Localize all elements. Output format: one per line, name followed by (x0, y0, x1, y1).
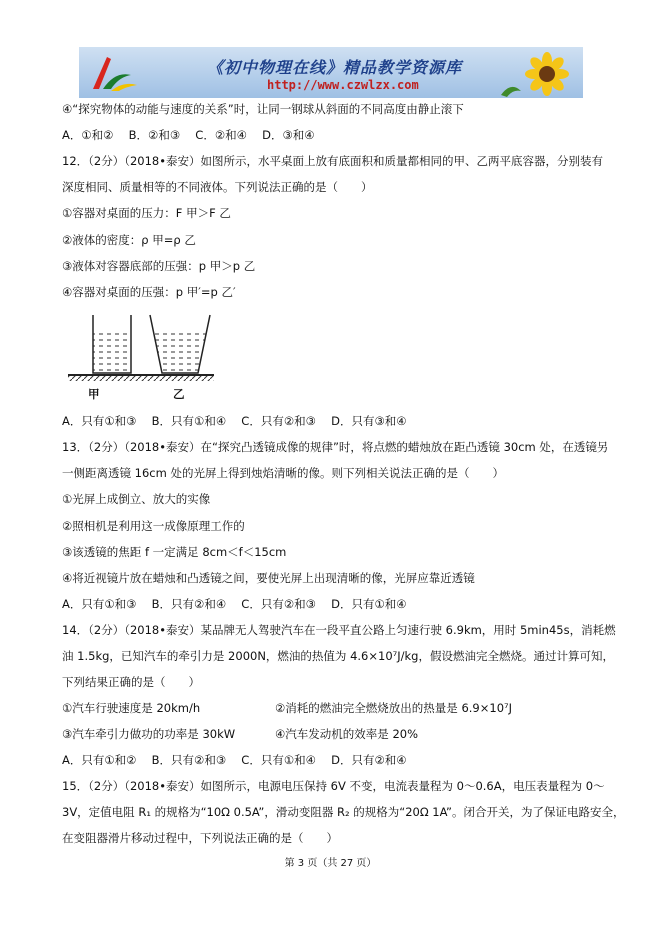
sunflower-icon (499, 51, 579, 97)
text-line: ①容器对桌面的压力：F 甲＞F 乙 (62, 206, 231, 220)
text-line: ①汽车行驶速度是 20km/h (62, 701, 201, 715)
text-line: ④“探究物体的动能与速度的关系”时，让同一钢球从斜面的不同高度由静止滚下 (62, 102, 464, 116)
text-line: 3V，定值电阻 R₁ 的规格为“10Ω 0.5A”，滑动变阻器 R₂ 的规格为“20Ω 1A”。闭合开关，为了保证电路安全， (62, 805, 625, 819)
text-line: ③液体对容器底部的压强：p 甲＞p 乙 (62, 259, 256, 273)
logo-icon (85, 51, 139, 94)
question-12: 12．（2分）（2018•泰安）如图所示，水平桌面上放有底面积和质量都相同的甲、乙两平底容器，分别装有 (62, 154, 603, 168)
text-line: 在变阻器滑片移动过程中，下列说法正确的是（ ） (62, 831, 338, 845)
text-line: ①光屏上成倒立、放大的实像 (62, 492, 211, 506)
text-line: ③该透镜的焦距 f 一定满足 8cm＜f＜15cm (62, 545, 287, 559)
banner-url[interactable]: http://www.czwlzx.com (267, 78, 419, 92)
options-line: A．只有①和③ B．只有①和④ C．只有②和③ D．只有③和④ (62, 414, 407, 428)
question-13: 13．（2分）（2018•泰安）在“探究凸透镜成像的规律”时，将点燃的蜡烛放在距凸透镜 30cm 处，在透镜另 (62, 440, 609, 454)
text-line: ②照相机是利用这一成像原理工作的 (62, 519, 245, 533)
figure-label-yi: 乙 (173, 387, 185, 401)
banner-title: 《初中物理在线》精品教学资源库 (207, 58, 463, 77)
question-15: 15．（2分）（2018•泰安）如图所示，电源电压保持 6V 不变，电流表量程为 0～0.6A，电压表量程为 0～ (62, 779, 605, 793)
table-hatch (68, 376, 214, 381)
text-line: ④容器对桌面的压强：p 甲′=p 乙′ (62, 285, 236, 299)
text-line: 深度相同、质量相等的不同液体。下列说法正确的是（ ） (62, 180, 373, 194)
text-line: ②消耗的燃油完全燃烧放出的热量是 6.9×10⁷J (275, 701, 513, 715)
text-line: ④汽车发动机的效率是 20% (275, 727, 419, 741)
text-line: ③汽车牵引力做功的功率是 30kW (62, 727, 236, 741)
text-line: ④将近视镜片放在蜡烛和凸透镜之间，要使光屏上出现清晰的像，光屏应靠近透镜 (62, 571, 475, 585)
liquid-yi (154, 332, 206, 373)
header-banner (79, 47, 583, 98)
question-14: 14．（2分）（2018•泰安）某品牌无人驾驶汽车在一段平直公路上匀速行驶 6.9km，用时 5min45s，消耗燃 (62, 623, 616, 637)
options-line: A．①和② B．②和③ C．②和④ D．③和④ (62, 128, 315, 142)
text-line: 下列结果正确的是（ ） (62, 675, 200, 689)
options-line: A．只有①和③ B．只有②和④ C．只有②和③ D．只有①和④ (62, 597, 407, 611)
page-footer: 第 3 页（共 27 页） (284, 858, 377, 869)
text-line: 一侧距离透镜 16cm 处的光屏上得到烛焰清晰的像。则下列相关说法正确的是（ ） (62, 466, 504, 480)
liquid-jia (93, 332, 131, 373)
text-line: ②液体的密度：ρ 甲=ρ 乙 (62, 233, 196, 247)
figure-label-jia: 甲 (88, 387, 100, 401)
options-line: A．只有①和② B．只有②和③ C．只有①和④ D．只有②和④ (62, 753, 407, 767)
text-line: 油 1.5kg，已知汽车的牵引力是 2000N，燃油的热值为 4.6×10⁷J/kg，假设燃油完全燃烧。通过计算可知， (62, 649, 614, 663)
